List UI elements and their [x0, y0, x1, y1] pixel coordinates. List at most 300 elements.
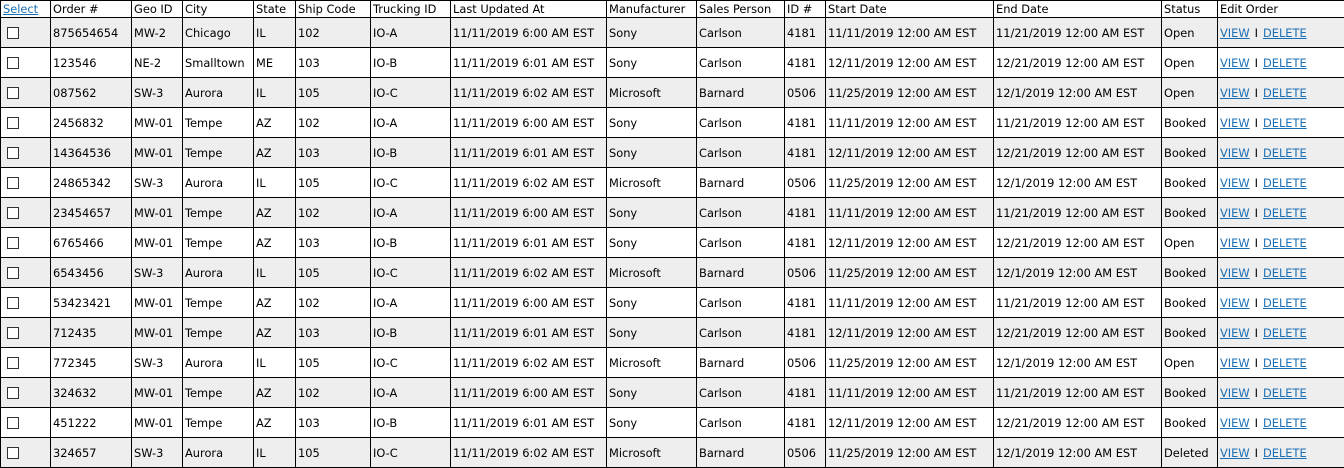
trucking-id-cell: IO-C: [371, 348, 451, 378]
action-separator: I: [1254, 385, 1258, 400]
column-header-last-updated: Last Updated At: [451, 1, 607, 18]
view-link[interactable]: VIEW: [1220, 295, 1250, 310]
city-cell: Aurora: [183, 78, 254, 108]
delete-link[interactable]: DELETE: [1262, 205, 1307, 220]
status-cell: Open: [1162, 48, 1218, 78]
manufacturer-cell: Sony: [607, 48, 697, 78]
column-header-state: State: [254, 1, 296, 18]
table-row: [1, 108, 1344, 138]
view-link[interactable]: VIEW: [1220, 205, 1250, 220]
end-date-cell: 11/21/2019 12:00 AM EST: [994, 378, 1162, 408]
action-separator: I: [1254, 25, 1258, 40]
sales-person-cell: Carlson: [697, 48, 785, 78]
select-all-link[interactable]: Select: [3, 2, 39, 16]
row-select-checkbox[interactable]: [7, 57, 19, 69]
row-select-checkbox[interactable]: [7, 417, 19, 429]
order-number-cell: 123546: [51, 48, 132, 78]
manufacturer-cell: Sony: [607, 318, 697, 348]
start-date-cell: 11/11/2019 12:00 AM EST: [826, 378, 994, 408]
view-link[interactable]: VIEW: [1220, 115, 1250, 130]
geo-id-cell: MW-01: [132, 138, 183, 168]
geo-id-cell: SW-3: [132, 78, 183, 108]
order-number-cell: 087562: [51, 78, 132, 108]
action-separator: I: [1254, 265, 1258, 280]
order-number-cell: 324632: [51, 378, 132, 408]
state-cell: IL: [254, 258, 296, 288]
row-select-checkbox[interactable]: [7, 207, 19, 219]
edit-order-cell: [1218, 348, 1344, 378]
state-cell: IL: [254, 78, 296, 108]
end-date-cell: 12/21/2019 12:00 AM EST: [994, 138, 1162, 168]
delete-link[interactable]: DELETE: [1262, 85, 1307, 100]
column-header-trucking-id: Trucking ID: [371, 1, 451, 18]
ship-code-cell: 105: [296, 78, 371, 108]
view-link[interactable]: VIEW: [1220, 385, 1250, 400]
end-date-cell: 12/1/2019 12:00 AM EST: [994, 78, 1162, 108]
column-header-edit-order: Edit Order: [1218, 1, 1344, 18]
start-date-cell: 11/25/2019 12:00 AM EST: [826, 78, 994, 108]
manufacturer-cell: Sony: [607, 378, 697, 408]
trucking-id-cell: IO-B: [371, 318, 451, 348]
delete-link[interactable]: DELETE: [1262, 295, 1307, 310]
trucking-id-cell: IO-B: [371, 228, 451, 258]
id-number-cell: 0506: [785, 438, 826, 468]
end-date-cell: 11/21/2019 12:00 AM EST: [994, 18, 1162, 48]
sales-person-cell: Barnard: [697, 348, 785, 378]
order-number-cell: 875654654: [51, 18, 132, 48]
geo-id-cell: SW-3: [132, 258, 183, 288]
id-number-cell: 4181: [785, 108, 826, 138]
select-cell: [1, 138, 51, 168]
ship-code-cell: 102: [296, 288, 371, 318]
start-date-cell: 11/11/2019 12:00 AM EST: [826, 288, 994, 318]
state-cell: AZ: [254, 198, 296, 228]
end-date-cell: 12/21/2019 12:00 AM EST: [994, 408, 1162, 438]
edit-order-cell: [1218, 168, 1344, 198]
delete-link[interactable]: DELETE: [1262, 355, 1307, 370]
action-separator: I: [1254, 415, 1258, 430]
end-date-cell: 11/21/2019 12:00 AM EST: [994, 198, 1162, 228]
start-date-cell: 12/11/2019 12:00 AM EST: [826, 138, 994, 168]
select-cell: [1, 48, 51, 78]
view-link[interactable]: VIEW: [1220, 415, 1250, 430]
column-header-sales-person: Sales Person: [697, 1, 785, 18]
status-cell: Open: [1162, 78, 1218, 108]
ship-code-cell: 103: [296, 228, 371, 258]
id-number-cell: 0506: [785, 348, 826, 378]
orders-table-body: [1, 18, 1344, 468]
row-select-checkbox[interactable]: [7, 267, 19, 279]
action-separator: I: [1254, 295, 1258, 310]
end-date-cell: 12/1/2019 12:00 AM EST: [994, 348, 1162, 378]
edit-order-cell: [1218, 258, 1344, 288]
manufacturer-cell: Sony: [607, 198, 697, 228]
geo-id-cell: NE-2: [132, 48, 183, 78]
action-separator: I: [1254, 175, 1258, 190]
last-updated-cell: 11/11/2019 6:01 AM EST: [451, 48, 607, 78]
start-date-cell: 11/11/2019 12:00 AM EST: [826, 18, 994, 48]
start-date-cell: 11/25/2019 12:00 AM EST: [826, 258, 994, 288]
trucking-id-cell: IO-C: [371, 78, 451, 108]
start-date-cell: 11/25/2019 12:00 AM EST: [826, 168, 994, 198]
table-row: [1, 288, 1344, 318]
status-cell: Booked: [1162, 138, 1218, 168]
delete-link[interactable]: DELETE: [1262, 445, 1307, 460]
order-number-cell: 2456832: [51, 108, 132, 138]
city-cell: Smalltown: [183, 48, 254, 78]
manufacturer-cell: Sony: [607, 408, 697, 438]
trucking-id-cell: IO-A: [371, 378, 451, 408]
row-select-checkbox[interactable]: [7, 87, 19, 99]
state-cell: AZ: [254, 288, 296, 318]
status-cell: Booked: [1162, 198, 1218, 228]
column-header-order: Order #: [51, 1, 132, 18]
select-cell: [1, 408, 51, 438]
table-row: [1, 348, 1344, 378]
row-select-checkbox[interactable]: [7, 117, 19, 129]
table-row: [1, 78, 1344, 108]
manufacturer-cell: Microsoft: [607, 168, 697, 198]
end-date-cell: 12/1/2019 12:00 AM EST: [994, 438, 1162, 468]
city-cell: Aurora: [183, 258, 254, 288]
end-date-cell: 11/21/2019 12:00 AM EST: [994, 288, 1162, 318]
last-updated-cell: 11/11/2019 6:01 AM EST: [451, 408, 607, 438]
action-separator: I: [1254, 325, 1258, 340]
city-cell: Tempe: [183, 198, 254, 228]
order-number-cell: 712435: [51, 318, 132, 348]
select-cell: [1, 258, 51, 288]
view-link[interactable]: VIEW: [1220, 175, 1250, 190]
geo-id-cell: MW-01: [132, 108, 183, 138]
start-date-cell: 12/11/2019 12:00 AM EST: [826, 48, 994, 78]
last-updated-cell: 11/11/2019 6:00 AM EST: [451, 378, 607, 408]
edit-order-cell: [1218, 108, 1344, 138]
last-updated-cell: 11/11/2019 6:02 AM EST: [451, 348, 607, 378]
row-select-checkbox[interactable]: [7, 387, 19, 399]
table-row: [1, 408, 1344, 438]
table-row: [1, 168, 1344, 198]
last-updated-cell: 11/11/2019 6:02 AM EST: [451, 258, 607, 288]
delete-link[interactable]: DELETE: [1262, 235, 1307, 250]
id-number-cell: 4181: [785, 138, 826, 168]
id-number-cell: 4181: [785, 48, 826, 78]
id-number-cell: 4181: [785, 408, 826, 438]
edit-order-cell: [1218, 78, 1344, 108]
view-link[interactable]: VIEW: [1220, 235, 1250, 250]
state-cell: IL: [254, 168, 296, 198]
select-cell: [1, 18, 51, 48]
delete-link[interactable]: DELETE: [1262, 265, 1307, 280]
sales-person-cell: Barnard: [697, 78, 785, 108]
ship-code-cell: 102: [296, 108, 371, 138]
table-row: [1, 318, 1344, 348]
geo-id-cell: MW-01: [132, 228, 183, 258]
view-link[interactable]: VIEW: [1220, 325, 1250, 340]
city-cell: Tempe: [183, 378, 254, 408]
city-cell: Aurora: [183, 348, 254, 378]
id-number-cell: 4181: [785, 288, 826, 318]
manufacturer-cell: Microsoft: [607, 78, 697, 108]
ship-code-cell: 105: [296, 258, 371, 288]
column-header-city: City: [183, 1, 254, 18]
status-cell: Booked: [1162, 318, 1218, 348]
id-number-cell: 0506: [785, 168, 826, 198]
table-row: [1, 258, 1344, 288]
edit-order-cell: [1218, 438, 1344, 468]
ship-code-cell: 105: [296, 168, 371, 198]
order-number-cell: 24865342: [51, 168, 132, 198]
column-header-manufacturer: Manufacturer: [607, 1, 697, 18]
ship-code-cell: 102: [296, 18, 371, 48]
geo-id-cell: MW-01: [132, 198, 183, 228]
table-row: [1, 438, 1344, 468]
table-row: [1, 228, 1344, 258]
sales-person-cell: Barnard: [697, 438, 785, 468]
end-date-cell: 12/21/2019 12:00 AM EST: [994, 48, 1162, 78]
state-cell: AZ: [254, 378, 296, 408]
view-link[interactable]: VIEW: [1220, 55, 1250, 70]
sales-person-cell: Carlson: [697, 228, 785, 258]
header-row: [1, 1, 1344, 18]
start-date-cell: 12/11/2019 12:00 AM EST: [826, 318, 994, 348]
end-date-cell: 12/21/2019 12:00 AM EST: [994, 228, 1162, 258]
edit-order-cell: [1218, 18, 1344, 48]
trucking-id-cell: IO-B: [371, 48, 451, 78]
ship-code-cell: 103: [296, 318, 371, 348]
state-cell: IL: [254, 438, 296, 468]
geo-id-cell: SW-3: [132, 348, 183, 378]
status-cell: Booked: [1162, 288, 1218, 318]
start-date-cell: 11/25/2019 12:00 AM EST: [826, 348, 994, 378]
trucking-id-cell: IO-A: [371, 198, 451, 228]
order-number-cell: 6543456: [51, 258, 132, 288]
ship-code-cell: 103: [296, 408, 371, 438]
trucking-id-cell: IO-B: [371, 138, 451, 168]
status-cell: Booked: [1162, 168, 1218, 198]
select-cell: [1, 348, 51, 378]
last-updated-cell: 11/11/2019 6:00 AM EST: [451, 288, 607, 318]
row-select-checkbox[interactable]: [7, 297, 19, 309]
status-cell: Deleted: [1162, 438, 1218, 468]
id-number-cell: 4181: [785, 318, 826, 348]
action-separator: I: [1254, 355, 1258, 370]
edit-order-cell: [1218, 408, 1344, 438]
geo-id-cell: SW-3: [132, 438, 183, 468]
trucking-id-cell: IO-A: [371, 288, 451, 318]
status-cell: Booked: [1162, 378, 1218, 408]
action-separator: I: [1254, 235, 1258, 250]
row-select-checkbox[interactable]: [7, 177, 19, 189]
manufacturer-cell: Sony: [607, 288, 697, 318]
id-number-cell: 4181: [785, 228, 826, 258]
geo-id-cell: MW-01: [132, 288, 183, 318]
end-date-cell: 12/21/2019 12:00 AM EST: [994, 318, 1162, 348]
table-row: [1, 198, 1344, 228]
edit-order-cell: [1218, 198, 1344, 228]
view-link[interactable]: VIEW: [1220, 145, 1250, 160]
trucking-id-cell: IO-A: [371, 108, 451, 138]
manufacturer-cell: Sony: [607, 228, 697, 258]
state-cell: ME: [254, 48, 296, 78]
select-cell: [1, 288, 51, 318]
last-updated-cell: 11/11/2019 6:00 AM EST: [451, 108, 607, 138]
trucking-id-cell: IO-C: [371, 438, 451, 468]
view-link[interactable]: VIEW: [1220, 85, 1250, 100]
edit-order-cell: [1218, 138, 1344, 168]
start-date-cell: 11/11/2019 12:00 AM EST: [826, 108, 994, 138]
select-cell: [1, 438, 51, 468]
id-number-cell: 4181: [785, 198, 826, 228]
order-number-cell: 324657: [51, 438, 132, 468]
column-header-select[interactable]: [1, 1, 51, 18]
table-row: [1, 138, 1344, 168]
last-updated-cell: 11/11/2019 6:02 AM EST: [451, 168, 607, 198]
delete-link[interactable]: DELETE: [1262, 325, 1307, 340]
last-updated-cell: 11/11/2019 6:00 AM EST: [451, 18, 607, 48]
city-cell: Tempe: [183, 408, 254, 438]
status-cell: Booked: [1162, 408, 1218, 438]
state-cell: AZ: [254, 108, 296, 138]
table-row: [1, 18, 1344, 48]
city-cell: Aurora: [183, 438, 254, 468]
status-cell: Open: [1162, 348, 1218, 378]
manufacturer-cell: Sony: [607, 18, 697, 48]
ship-code-cell: 103: [296, 48, 371, 78]
select-cell: [1, 168, 51, 198]
ship-code-cell: 105: [296, 348, 371, 378]
column-header-end-date: End Date: [994, 1, 1162, 18]
select-cell: [1, 378, 51, 408]
state-cell: AZ: [254, 318, 296, 348]
trucking-id-cell: IO-C: [371, 168, 451, 198]
select-cell: [1, 108, 51, 138]
row-select-checkbox[interactable]: [7, 357, 19, 369]
order-number-cell: 451222: [51, 408, 132, 438]
end-date-cell: 11/21/2019 12:00 AM EST: [994, 108, 1162, 138]
delete-link[interactable]: DELETE: [1262, 415, 1307, 430]
id-number-cell: 4181: [785, 18, 826, 48]
manufacturer-cell: Microsoft: [607, 348, 697, 378]
edit-order-cell: [1218, 48, 1344, 78]
delete-link[interactable]: DELETE: [1262, 145, 1307, 160]
sales-person-cell: Carlson: [697, 18, 785, 48]
column-header-start-date: Start Date: [826, 1, 994, 18]
sales-person-cell: Carlson: [697, 408, 785, 438]
manufacturer-cell: Microsoft: [607, 258, 697, 288]
delete-link[interactable]: DELETE: [1262, 25, 1307, 40]
manufacturer-cell: Sony: [607, 138, 697, 168]
column-header-ship-code: Ship Code: [296, 1, 371, 18]
row-select-checkbox[interactable]: [7, 327, 19, 339]
status-cell: Booked: [1162, 108, 1218, 138]
select-cell: [1, 318, 51, 348]
city-cell: Tempe: [183, 108, 254, 138]
state-cell: AZ: [254, 138, 296, 168]
sales-person-cell: Carlson: [697, 378, 785, 408]
delete-link[interactable]: DELETE: [1262, 115, 1307, 130]
sales-person-cell: Carlson: [697, 198, 785, 228]
sales-person-cell: Carlson: [697, 288, 785, 318]
city-cell: Tempe: [183, 318, 254, 348]
state-cell: AZ: [254, 228, 296, 258]
ship-code-cell: 102: [296, 378, 371, 408]
view-link[interactable]: VIEW: [1220, 25, 1250, 40]
ship-code-cell: 103: [296, 138, 371, 168]
column-header-id: ID #: [785, 1, 826, 18]
sales-person-cell: Barnard: [697, 168, 785, 198]
view-link[interactable]: VIEW: [1220, 445, 1250, 460]
delete-link[interactable]: DELETE: [1262, 385, 1307, 400]
state-cell: AZ: [254, 408, 296, 438]
city-cell: Chicago: [183, 18, 254, 48]
action-separator: I: [1254, 115, 1258, 130]
select-cell: [1, 78, 51, 108]
start-date-cell: 12/11/2019 12:00 AM EST: [826, 408, 994, 438]
last-updated-cell: 11/11/2019 6:01 AM EST: [451, 228, 607, 258]
edit-order-cell: [1218, 378, 1344, 408]
last-updated-cell: 11/11/2019 6:02 AM EST: [451, 438, 607, 468]
column-header-geo-id: Geo ID: [132, 1, 183, 18]
ship-code-cell: 105: [296, 438, 371, 468]
table-row: [1, 48, 1344, 78]
order-number-cell: 772345: [51, 348, 132, 378]
id-number-cell: 4181: [785, 378, 826, 408]
geo-id-cell: SW-3: [132, 168, 183, 198]
row-select-checkbox[interactable]: [7, 237, 19, 249]
edit-order-cell: [1218, 228, 1344, 258]
end-date-cell: 12/1/2019 12:00 AM EST: [994, 168, 1162, 198]
status-cell: Booked: [1162, 258, 1218, 288]
status-cell: Open: [1162, 18, 1218, 48]
city-cell: Tempe: [183, 138, 254, 168]
geo-id-cell: MW-2: [132, 18, 183, 48]
id-number-cell: 0506: [785, 258, 826, 288]
action-separator: I: [1254, 145, 1258, 160]
last-updated-cell: 11/11/2019 6:00 AM EST: [451, 198, 607, 228]
last-updated-cell: 11/11/2019 6:01 AM EST: [451, 318, 607, 348]
row-select-checkbox[interactable]: [7, 447, 19, 459]
city-cell: Tempe: [183, 228, 254, 258]
order-number-cell: 23454657: [51, 198, 132, 228]
column-header-status: Status: [1162, 1, 1218, 18]
select-cell: [1, 198, 51, 228]
geo-id-cell: MW-01: [132, 318, 183, 348]
last-updated-cell: 11/11/2019 6:02 AM EST: [451, 78, 607, 108]
trucking-id-cell: IO-A: [371, 18, 451, 48]
geo-id-cell: MW-01: [132, 378, 183, 408]
trucking-id-cell: IO-B: [371, 408, 451, 438]
order-number-cell: 53423421: [51, 288, 132, 318]
view-link[interactable]: VIEW: [1220, 265, 1250, 280]
start-date-cell: 11/11/2019 12:00 AM EST: [826, 198, 994, 228]
state-cell: IL: [254, 348, 296, 378]
city-cell: Aurora: [183, 168, 254, 198]
start-date-cell: 12/11/2019 12:00 AM EST: [826, 228, 994, 258]
id-number-cell: 0506: [785, 78, 826, 108]
city-cell: Tempe: [183, 288, 254, 318]
delete-link[interactable]: DELETE: [1262, 55, 1307, 70]
action-separator: I: [1254, 445, 1258, 460]
start-date-cell: 11/25/2019 12:00 AM EST: [826, 438, 994, 468]
row-select-checkbox[interactable]: [7, 147, 19, 159]
order-number-cell: 6765466: [51, 228, 132, 258]
delete-link[interactable]: DELETE: [1262, 175, 1307, 190]
row-select-checkbox[interactable]: [7, 27, 19, 39]
view-link[interactable]: VIEW: [1220, 355, 1250, 370]
sales-person-cell: Barnard: [697, 258, 785, 288]
table-row: [1, 378, 1344, 408]
geo-id-cell: MW-01: [132, 408, 183, 438]
